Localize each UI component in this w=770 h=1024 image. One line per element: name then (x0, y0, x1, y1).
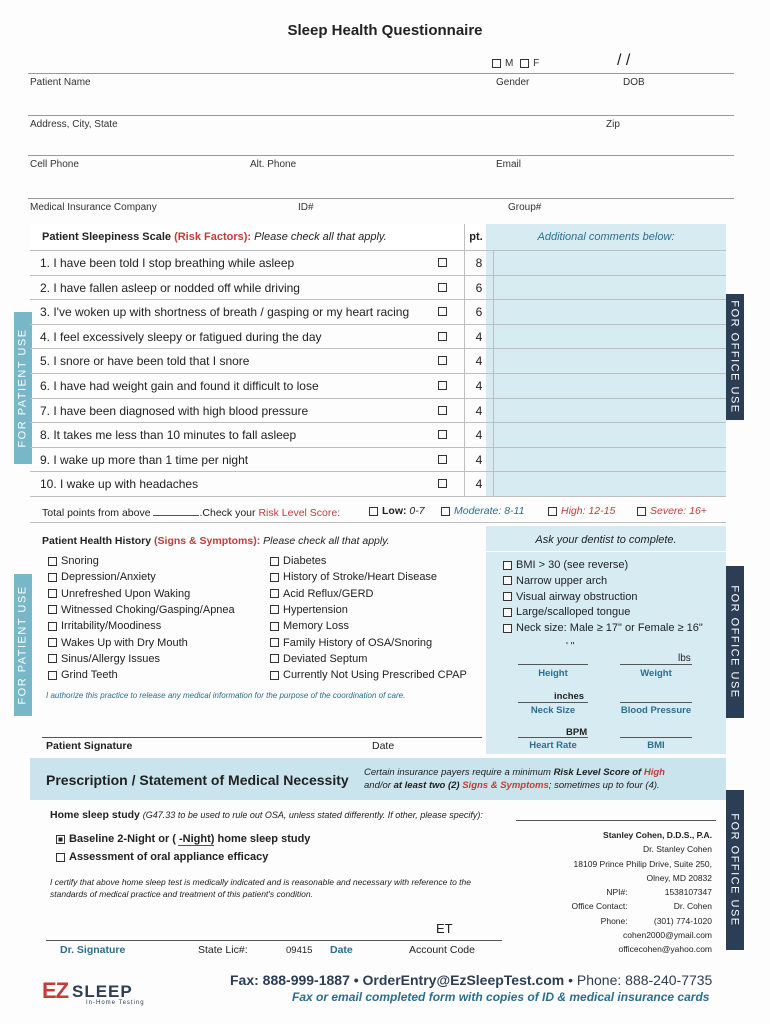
dentist-item-label: Visual airway obstruction (516, 590, 638, 603)
sleepiness-item-checkbox[interactable] (438, 356, 447, 365)
id-label: ID# (298, 202, 314, 213)
sleepiness-item-checkbox[interactable] (438, 283, 447, 292)
email-label: Email (496, 159, 522, 170)
office-use-tab-3: FOR OFFICE USE (726, 790, 744, 950)
dentist-item-label: Narrow upper arch (516, 574, 608, 587)
dob-label: DOB (623, 77, 645, 88)
account-et: ET (436, 921, 453, 936)
comment-line[interactable] (492, 300, 726, 324)
gender-options: M F (492, 58, 539, 69)
dr-signature-line[interactable] (46, 940, 502, 941)
feet-inches-marks: ' " (566, 641, 575, 652)
comments-header: Additional comments below: (537, 231, 675, 243)
health-history-heading: Patient Health History (Signs & Symptoms): Please check all that apply. (42, 535, 390, 547)
history-item[interactable] (48, 637, 188, 649)
dentist-header-rule (486, 551, 726, 552)
history-item[interactable] (270, 620, 349, 632)
bmi-field[interactable] (620, 737, 692, 738)
weight-field[interactable] (620, 664, 692, 665)
doctor-contact: Office Contact: Dr. Cohen (571, 901, 712, 912)
sleepiness-item-checkbox[interactable] (438, 332, 447, 341)
history-item-label: Snoring (61, 555, 99, 567)
dentist-item-label: Neck size: Male ≥ 17" or Female ≥ 16" (516, 622, 703, 635)
oral-option: Assessment of oral appliance efficacy (56, 851, 268, 863)
sleepiness-item-checkbox[interactable] (438, 406, 447, 415)
history-item-label: Sinus/Allergy Issues (61, 652, 161, 665)
history-checkbox[interactable] (270, 671, 279, 680)
doctor-info (540, 828, 712, 957)
dentist-checkbox[interactable] (503, 592, 512, 601)
history-checkbox[interactable] (270, 605, 279, 614)
comment-line[interactable] (492, 423, 726, 447)
date-label: Date (330, 944, 353, 956)
history-checkbox[interactable] (48, 654, 57, 663)
history-item[interactable] (48, 555, 99, 567)
phone-line[interactable] (28, 155, 734, 156)
sleepiness-item (30, 373, 726, 398)
gender-m-checkbox[interactable] (492, 59, 501, 68)
sleepiness-item-text: 6. I have had weight gain and found it difficult to lose (40, 379, 319, 393)
history-checkbox[interactable] (48, 622, 57, 631)
history-checkbox[interactable] (48, 605, 57, 614)
history-item-label: Memory Loss (283, 620, 350, 633)
height-field[interactable] (518, 664, 588, 665)
sleepiness-item-checkbox[interactable] (438, 381, 447, 390)
comment-line[interactable] (492, 399, 726, 423)
sleepiness-item-points: 6 (464, 276, 494, 300)
sleepiness-item-checkbox[interactable] (438, 430, 447, 439)
history-item[interactable] (270, 637, 432, 649)
dentist-item-label: Large/scalloped tongue (516, 606, 631, 619)
insurance-line[interactable] (28, 198, 734, 199)
sleepiness-item (30, 398, 726, 423)
doctor-address: 18109 Prince Philip Drive, Suite 250, (573, 858, 712, 869)
sleepiness-item-points: 4 (464, 349, 494, 373)
home-study-line: Home sleep study (G47.33 to be used to rule out OSA, unless stated differently. If other, please specify): (50, 809, 483, 821)
patient-signature-line[interactable] (42, 737, 482, 738)
history-item[interactable] (48, 604, 235, 616)
comment-line[interactable] (492, 448, 726, 472)
doctor-email-2: officecohen@yahoo.com (618, 944, 712, 955)
history-item[interactable] (48, 571, 156, 583)
blood-pressure-field[interactable] (620, 702, 692, 703)
history-item-label: Witnessed Choking/Gasping/Apnea (61, 603, 235, 616)
patient-name-label: Patient Name (30, 77, 91, 88)
dentist-checkbox[interactable] (503, 561, 512, 570)
sleepiness-item-text: 4. I feel excessively sleepy or fatigued during the day (40, 329, 322, 344)
history-item[interactable] (48, 669, 118, 681)
history-item-label: Wakes Up with Dry Mouth (61, 636, 188, 649)
dentist-item[interactable] (503, 606, 630, 618)
sleepiness-item-points: 6 (464, 300, 494, 324)
comment-line[interactable] (492, 325, 726, 349)
history-item-label: Acid Reflux/GERD (283, 587, 374, 600)
insurance-label: Medical Insurance Company (30, 202, 157, 213)
bpm-label: BPM (566, 727, 588, 738)
sleepiness-item-checkbox[interactable] (438, 455, 447, 464)
sleepiness-item-points: 4 (464, 374, 494, 398)
account-code-label: Account Code (409, 944, 475, 956)
doctor-city: Olney, MD 20832 (646, 872, 712, 883)
bmi-label: BMI (647, 740, 665, 751)
risk-low: Low: 0-7 (369, 505, 425, 517)
patient-signature-label: Patient Signature (46, 740, 133, 752)
sleepiness-item (30, 348, 726, 373)
sleepiness-item-text: 8. It takes me less than 10 minutes to fall asleep (40, 428, 297, 443)
dentist-item[interactable] (503, 559, 628, 571)
history-item[interactable] (270, 588, 373, 600)
neck-size-label: Neck Size (530, 705, 576, 716)
sleepiness-item (30, 299, 726, 324)
patient-name-line[interactable] (28, 73, 734, 74)
patient-use-tab-2: FOR PATIENT USE (14, 574, 32, 716)
sleepiness-item-checkbox[interactable] (438, 258, 447, 267)
dentist-checkbox[interactable] (503, 624, 512, 633)
certify-text: I certify that above home sleep test is medically indicated and is reasonable and necessary with reference to the standards of medical practice and treatment of this patient's condition. (50, 877, 471, 899)
history-checkbox[interactable] (270, 557, 279, 566)
total-points-field[interactable] (153, 505, 199, 516)
doctor-email-1: cohen2000@ymail.com (623, 930, 712, 941)
history-checkbox[interactable] (270, 589, 279, 598)
weight-label: Weight (640, 668, 672, 679)
history-checkbox[interactable] (270, 573, 279, 582)
address-label: Address, City, State (30, 119, 118, 130)
history-checkbox[interactable] (48, 589, 57, 598)
sleepiness-item-points: 4 (464, 399, 494, 423)
history-item-label: Deviated Septum (283, 652, 368, 665)
neck-size-field[interactable] (518, 702, 588, 703)
sleepiness-item-text: 2. I have fallen asleep or nodded off while driving (40, 280, 300, 295)
sleepiness-item-text: 10. I wake up with headaches (40, 477, 199, 492)
risk-moderate-checkbox[interactable] (441, 507, 450, 516)
comment-line[interactable] (492, 349, 726, 373)
doctor-npi: NPI#: 1538107347 (606, 887, 712, 898)
baseline-nights-field[interactable] (178, 845, 214, 846)
sleepiness-item (30, 447, 726, 472)
patient-date-label: Date (372, 740, 395, 752)
risk-low-checkbox[interactable] (369, 507, 378, 516)
sleepiness-item-points: 4 (464, 448, 494, 472)
history-item-label: Family History of OSA/Snoring (283, 636, 433, 649)
doctor-line2: Dr. Stanley Cohen (643, 844, 712, 855)
logo-ez: EZ (42, 978, 69, 1003)
scale-bottom-rule (30, 496, 726, 497)
sleepiness-item-text: 5. I snore or have been told that I snore (40, 354, 250, 369)
cell-phone-label: Cell Phone (30, 159, 79, 170)
dentist-checkbox[interactable] (503, 608, 512, 617)
sleepiness-item (30, 275, 726, 300)
dentist-item[interactable] (503, 575, 607, 587)
history-checkbox[interactable] (48, 573, 57, 582)
dentist-item[interactable] (503, 591, 637, 603)
risk-moderate: Moderate: 8-11 (441, 505, 524, 517)
prescription-heading: Prescription / Statement of Medical Necessity (46, 772, 349, 788)
dentist-checkbox[interactable] (503, 576, 512, 585)
history-item-label: Currently Not Using Prescribed CPAP (283, 669, 467, 682)
address-line[interactable] (28, 115, 734, 116)
gender-label: Gender (496, 77, 530, 88)
sleepiness-item (30, 422, 726, 447)
sleepiness-item-text: 7. I have been diagnosed with high blood pressure (40, 403, 309, 418)
risk-high-checkbox[interactable] (548, 507, 557, 516)
sleepiness-item (30, 324, 726, 349)
sleepiness-item (30, 471, 726, 496)
history-item[interactable] (48, 653, 160, 665)
page-title: Sleep Health Questionnaire (287, 22, 483, 39)
heart-rate-field[interactable] (518, 737, 588, 738)
prescription-note: Certain insurance payers require a minimum Risk Level Score of High and/or at least two (2) Signs & Symptoms; sometimes up to four (4). (364, 767, 665, 791)
doctor-phone: Phone: (301) 774-1020 (600, 915, 712, 926)
history-item-label: Grind Teeth (61, 669, 118, 682)
dentist-header: Ask your dentist to complete. (535, 534, 677, 546)
history-item[interactable] (270, 555, 326, 567)
office-use-tab-2: FOR OFFICE USE (726, 566, 744, 718)
sleepiness-item-points: 8 (464, 251, 494, 275)
history-checkbox[interactable] (48, 557, 57, 566)
comment-line[interactable] (492, 472, 726, 496)
history-item-label: Hypertension (283, 603, 348, 616)
history-item[interactable] (270, 571, 437, 583)
history-checkbox[interactable] (270, 654, 279, 663)
sleepiness-item-checkbox[interactable] (438, 307, 447, 316)
sleepiness-item-points: 4 (464, 325, 494, 349)
logo-tagline: In-Home Testing (86, 1000, 145, 1006)
gender-f-checkbox[interactable] (520, 59, 529, 68)
group-label: Group# (508, 202, 542, 213)
dr-signature-label: Dr. Signature (60, 944, 126, 956)
heart-rate-label: Heart Rate (529, 740, 577, 751)
history-item-label: Diabetes (283, 555, 327, 567)
history-checkbox[interactable] (48, 671, 57, 680)
risk-high: High: 12-15 (548, 505, 615, 517)
history-item[interactable] (270, 669, 467, 681)
comment-line[interactable] (492, 276, 726, 300)
height-label: Height (538, 668, 568, 679)
comment-line[interactable] (492, 374, 726, 398)
lbs-label: lbs (678, 653, 691, 664)
baseline-option: Baseline 2-Night or ( -Night) home sleep study (56, 833, 310, 845)
logo-sleep: SLEEP (72, 982, 133, 1001)
risk-severe: Severe: 16+ (637, 505, 707, 517)
risk-severe-checkbox[interactable] (637, 507, 646, 516)
sleepiness-item (30, 250, 726, 275)
history-item-label: History of Stroke/Heart Disease (283, 571, 438, 584)
state-lic-value: 09415 (286, 945, 313, 956)
pt-header: pt. (464, 224, 487, 250)
dentist-item[interactable] (503, 622, 703, 634)
office-use-tab-1: FOR OFFICE USE (726, 294, 744, 420)
ezsleep-logo (42, 978, 182, 1008)
history-checkbox[interactable] (270, 638, 279, 647)
state-lic-label: State Lic#: (198, 944, 248, 956)
total-points-row: Total points from above .Check your Risk Level Score: (42, 507, 341, 519)
sleepiness-item-points: 4 (464, 472, 494, 496)
history-item[interactable] (48, 620, 161, 632)
history-item-label: Irritability/Moodiness (61, 620, 162, 633)
inches-label: inches (554, 691, 585, 702)
history-item-label: Depression/Anxiety (61, 571, 156, 584)
authorize-text: I authorize this practice to release any medical information for the purpose of the coordination of care. (46, 691, 406, 700)
footer-contact: Fax: 888-999-1887 • OrderEntry@EzSleepTest.com • Phone: 888-240-7735 (230, 972, 713, 988)
sleepiness-heading: Patient Sleepiness Scale (Risk Factors): Please check all that apply. (42, 231, 387, 243)
history-item[interactable] (270, 604, 348, 616)
history-item[interactable] (48, 588, 190, 600)
sleepiness-item-checkbox[interactable] (438, 479, 447, 488)
dob-slashes: / / (617, 52, 631, 69)
dentist-item-label: BMI > 30 (see reverse) (516, 559, 629, 571)
sleepiness-item-text: 3. I've woken up with shortness of breath / gasping or my heart racing (40, 305, 410, 320)
blood-pressure-label: Blood Pressure (620, 705, 692, 716)
baseline-checkbox[interactable] (56, 835, 65, 844)
total-bottom-rule (30, 522, 726, 523)
comment-line[interactable] (492, 251, 726, 275)
history-item-label: Unrefreshed Upon Waking (61, 587, 191, 600)
doctor-name: Stanley Cohen, D.D.S., P.A. (603, 830, 712, 840)
patient-use-tab-1: FOR PATIENT USE (14, 312, 32, 464)
sleepiness-item-points: 4 (464, 423, 494, 447)
oral-checkbox[interactable] (56, 853, 65, 862)
zip-label: Zip (606, 119, 620, 130)
sleepiness-item-text: 9. I wake up more than 1 time per night (40, 452, 249, 467)
history-checkbox[interactable] (270, 622, 279, 631)
footer-note: Fax or email completed form with copies of ID & medical insurance cards (292, 990, 710, 1004)
sleepiness-item-text: 1. I have been told I stop breathing while asleep (40, 256, 295, 270)
history-checkbox[interactable] (48, 638, 57, 647)
home-study-specify-field[interactable] (516, 820, 716, 821)
alt-phone-label: Alt. Phone (250, 159, 297, 170)
history-item[interactable] (270, 653, 367, 665)
